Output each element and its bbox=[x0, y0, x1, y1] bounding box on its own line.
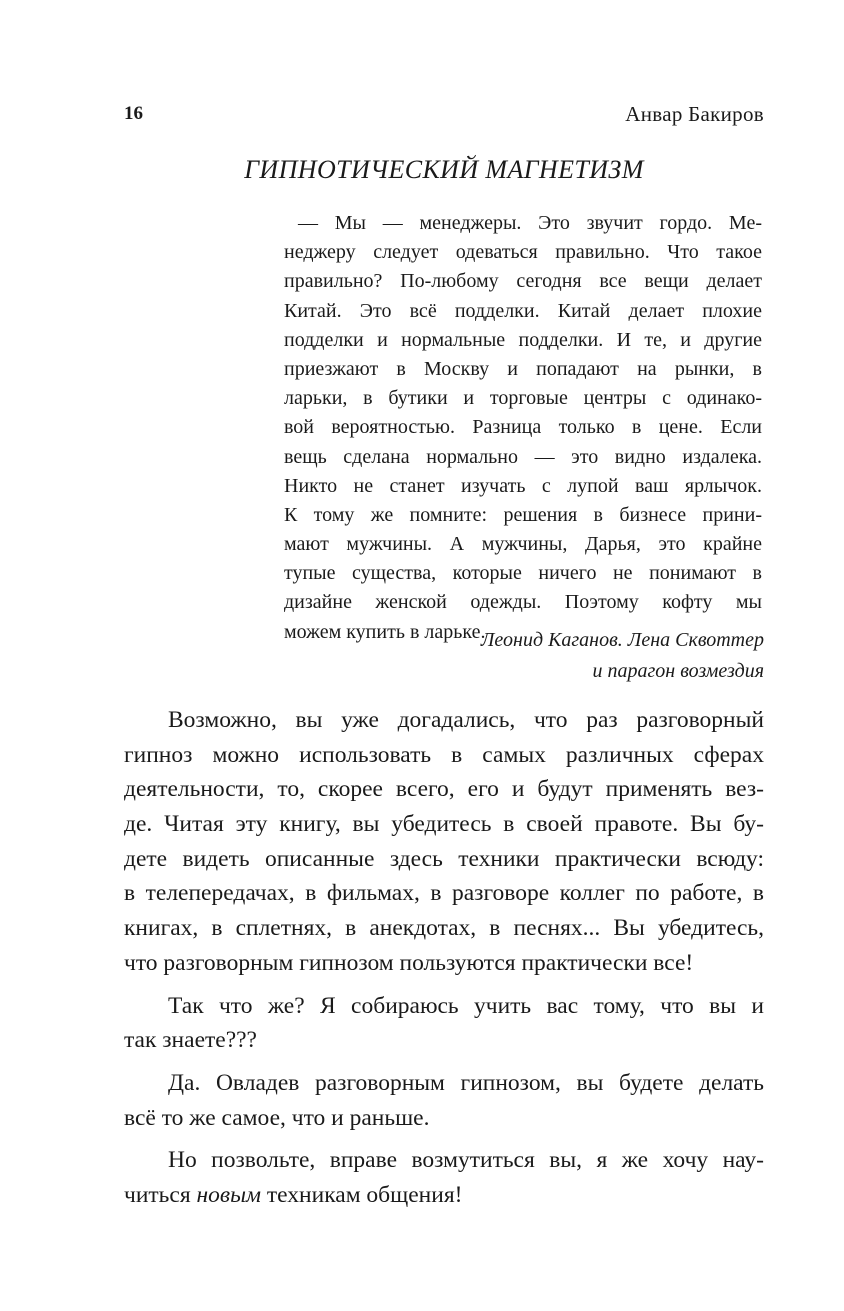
epigraph-line: ларьки, в бутики и торговые центры с одинако- bbox=[284, 387, 762, 410]
paragraph-line: всё то же самое, что и раньше. bbox=[124, 1104, 430, 1131]
paragraph-line: так знаете??? bbox=[124, 1027, 257, 1054]
epigraph-line: К тому же помните: решения в бизнесе прини- bbox=[284, 503, 762, 526]
epigraph-line: Китай. Это всё подделки. Китай делает плохие bbox=[284, 299, 762, 322]
epigraph-line: дизайне женской одежды. Поэтому кофту мы bbox=[284, 591, 762, 614]
paragraph-line: в телепередачах, в фильмах, в разговоре коллег по работе, в bbox=[124, 880, 764, 907]
epigraph-line: — Мы — менеджеры. Это звучит гордо. Ме- bbox=[298, 212, 762, 234]
epigraph-line: вой вероятностью. Разница только в цене. Если bbox=[284, 416, 762, 439]
paragraph-line: Так что же? Я собираюсь учить вас тому, что вы и bbox=[168, 992, 764, 1019]
emphasized-word: новым bbox=[196, 1181, 262, 1208]
paragraph-line: что разговорным гипнозом пользуются практически все! bbox=[124, 949, 694, 976]
epigraph-line: Никто не станет изучать с лупой ваш ярлычок. bbox=[284, 474, 762, 497]
epigraph-line: тупые существа, которые ничего не понимают в bbox=[284, 562, 762, 585]
epigraph-line: подделки и нормальные подделки. И те, и другие bbox=[284, 328, 762, 351]
paragraph bbox=[124, 1143, 764, 1212]
epigraph-line: правильно? По-любому сегодня все вещи делает bbox=[284, 270, 762, 293]
epigraph-line: можем купить в ларьке. bbox=[284, 620, 486, 643]
page-number: 16 bbox=[124, 103, 143, 124]
paragraph-line: гипноз можно использовать в самых различных сферах bbox=[124, 741, 764, 768]
paragraph-line: книгах, в сплетнях, в анекдотах, в песнях... Вы убедитесь, bbox=[124, 915, 764, 942]
epigraph-source-author-title: Леонид Каганов. Лена Сквоттер bbox=[480, 629, 764, 651]
paragraph-line: деятельности, то, скорее всего, его и будут применять вез- bbox=[124, 776, 764, 803]
paragraph bbox=[124, 989, 764, 1058]
running-author: Анвар Бакиров bbox=[625, 102, 764, 126]
epigraph-source bbox=[284, 625, 764, 687]
epigraph-source-title-cont: и парагон возмездия bbox=[592, 660, 764, 682]
epigraph bbox=[284, 209, 762, 647]
paragraph-line: Но позвольте, вправе возмутиться вы, я же хочу нау- bbox=[168, 1147, 764, 1174]
epigraph-line: неджеру следует одеваться правильно. Что такое bbox=[284, 241, 762, 264]
body-text bbox=[124, 703, 764, 1221]
text-run: техникам общения! bbox=[266, 1181, 463, 1208]
text-run: читься bbox=[124, 1181, 191, 1208]
paragraph-line: Возможно, вы уже догадались, что раз разговорный bbox=[168, 707, 764, 733]
chapter-title: ГИПНОТИЧЕСКИЙ МАГНЕТИЗМ bbox=[244, 155, 644, 184]
epigraph-line: вещь сделана нормально — это видно издалека. bbox=[284, 445, 762, 468]
paragraph bbox=[124, 1066, 764, 1135]
paragraph-line bbox=[124, 1178, 764, 1213]
paragraph-line: дете видеть описанные здесь техники практически всюду: bbox=[124, 845, 764, 872]
paragraph-line: де. Читая эту книгу, вы убедитесь в своей правоте. Вы бу- bbox=[124, 811, 764, 838]
epigraph-line: приезжают в Москву и попадают на рынки, в bbox=[284, 357, 762, 380]
paragraph bbox=[124, 703, 764, 981]
epigraph-line: мают мужчины. А мужчины, Дарья, это крайне bbox=[284, 533, 762, 556]
running-head bbox=[124, 99, 764, 129]
paragraph-line: Да. Овладев разговорным гипнозом, вы будете делать bbox=[168, 1069, 764, 1096]
